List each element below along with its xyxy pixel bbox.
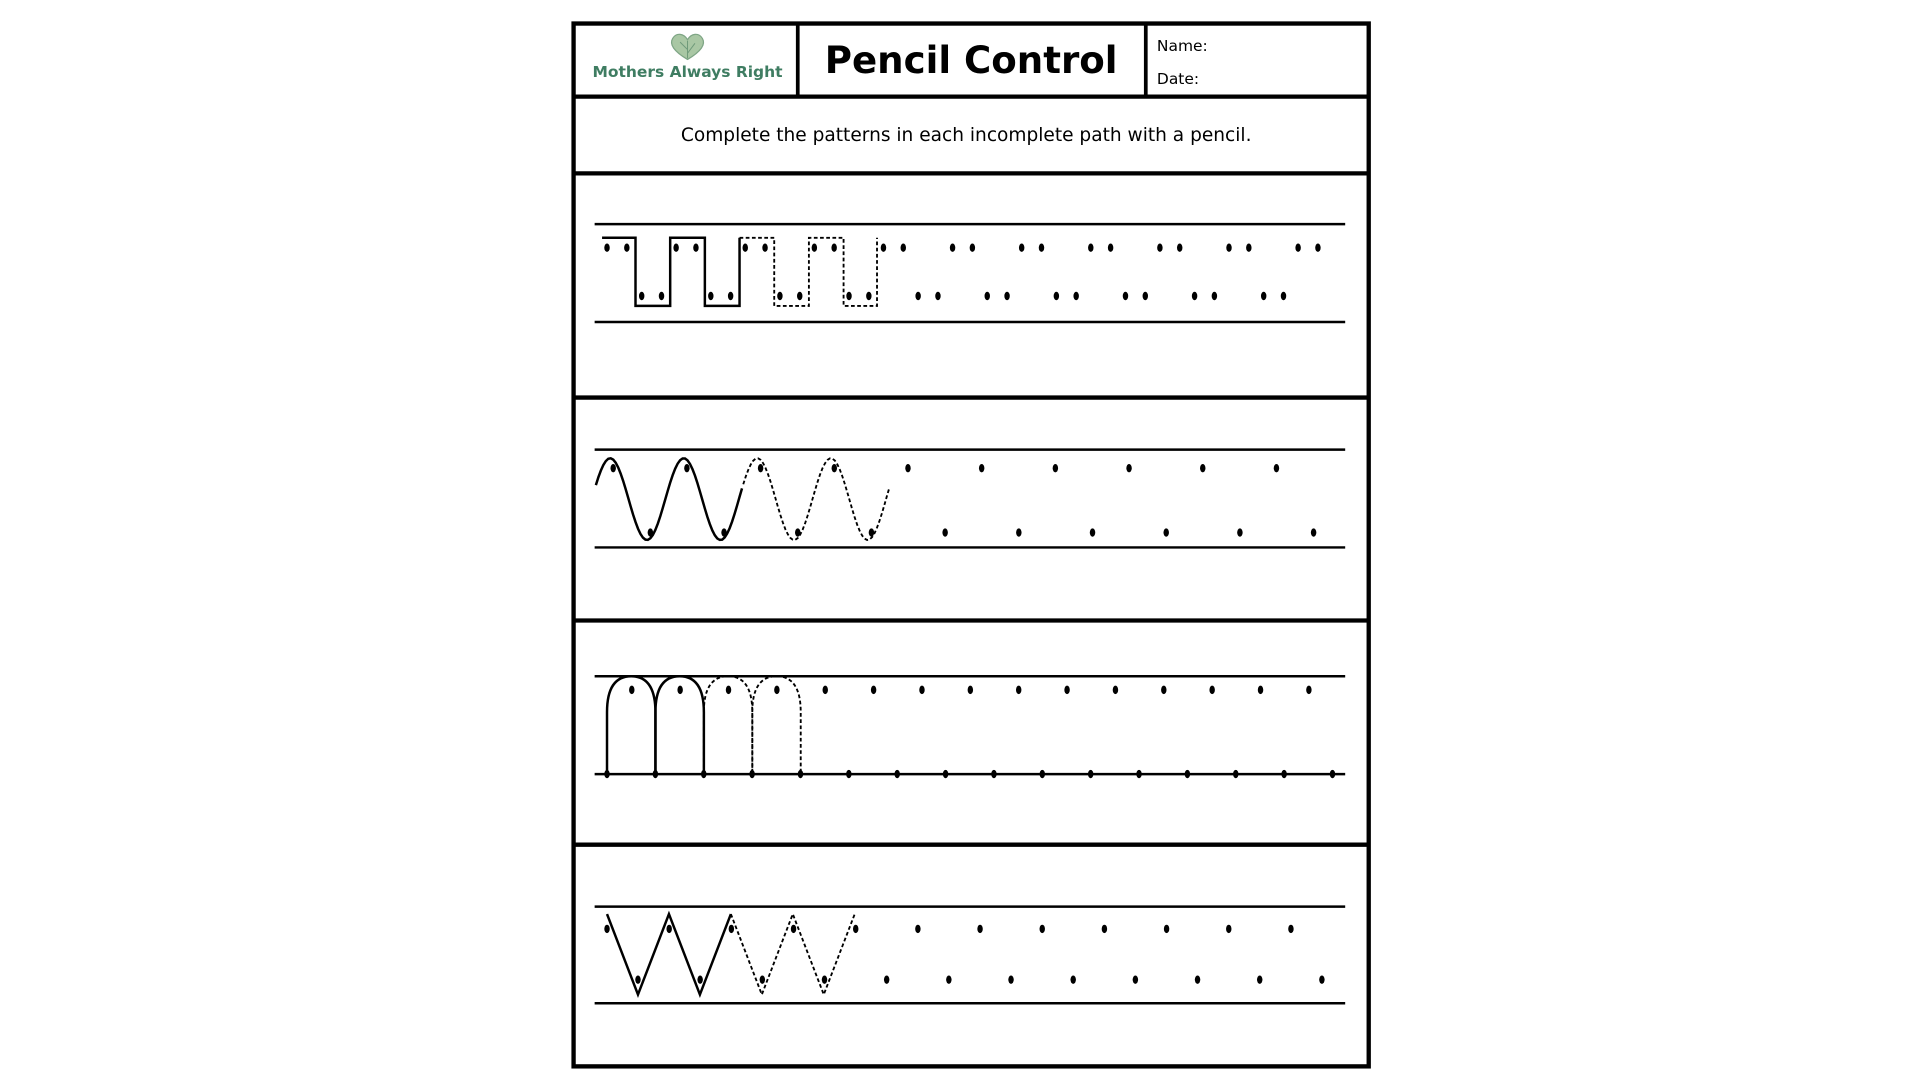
trace-dot	[1123, 292, 1128, 300]
trace-dot	[610, 464, 615, 472]
trace-dot	[1053, 464, 1058, 472]
trace-dot	[1157, 243, 1162, 251]
trace-dot	[881, 243, 886, 251]
trace-dot	[791, 925, 796, 933]
trace-dot	[1200, 464, 1205, 472]
trace-dot	[979, 464, 984, 472]
trace-dot	[1133, 975, 1138, 983]
trace-dot	[1070, 975, 1075, 983]
trace-dot	[919, 686, 924, 694]
trace-dot	[659, 292, 664, 300]
trace-dot	[1090, 528, 1095, 536]
trace-dot	[797, 292, 802, 300]
trace-dot	[743, 243, 748, 251]
trace-dot	[1039, 243, 1044, 251]
trace-dot	[935, 292, 940, 300]
trace-dot	[1261, 292, 1266, 300]
trace-dot	[1108, 243, 1113, 251]
trace-dot	[866, 292, 871, 300]
trace-dot	[1319, 975, 1324, 983]
trace-dot	[697, 975, 702, 983]
trace-dot	[729, 925, 734, 933]
trace-dot	[673, 243, 678, 251]
trace-dot	[728, 292, 733, 300]
trace-dot	[1212, 292, 1217, 300]
trace-dot	[1226, 925, 1231, 933]
trace-dot	[1237, 528, 1242, 536]
trace-dot	[726, 686, 731, 694]
trace-dot	[1161, 686, 1166, 694]
trace-dot	[915, 292, 920, 300]
trace-dot	[1177, 243, 1182, 251]
trace-dot	[635, 975, 640, 983]
trace-dot	[905, 464, 910, 472]
trace-dot	[677, 686, 682, 694]
trace-dot	[1073, 292, 1078, 300]
trace-dot	[946, 975, 951, 983]
trace-dot	[1163, 528, 1168, 536]
trace-dot	[1185, 770, 1190, 778]
trace-dot	[639, 292, 644, 300]
trace-dot	[1136, 770, 1141, 778]
trace-dot	[701, 770, 706, 778]
trace-dot	[604, 770, 609, 778]
trace-dot	[1246, 243, 1251, 251]
instructions-text: Complete the patterns in each incomplete path with a pencil.	[680, 125, 1252, 147]
trace-dot	[708, 292, 713, 300]
trace-dot	[1102, 925, 1107, 933]
trace-dot	[1281, 292, 1286, 300]
trace-dot	[846, 770, 851, 778]
trace-dot	[1088, 770, 1093, 778]
trace-dot	[1004, 292, 1009, 300]
trace-dot	[846, 292, 851, 300]
trace-dot	[950, 243, 955, 251]
trace-dot	[977, 925, 982, 933]
trace-dot	[1257, 975, 1262, 983]
trace-dot	[1064, 686, 1069, 694]
trace-dot	[884, 975, 889, 983]
trace-dot	[762, 243, 767, 251]
trace-dot	[653, 770, 658, 778]
trace-dot	[823, 686, 828, 694]
trace-dot	[1274, 464, 1279, 472]
page-title: Pencil Control	[824, 39, 1118, 83]
trace-dot	[798, 770, 803, 778]
trace-dot	[1330, 770, 1335, 778]
trace-dot	[894, 770, 899, 778]
trace-dot	[942, 528, 947, 536]
trace-dot	[1016, 528, 1021, 536]
trace-dot	[853, 925, 858, 933]
trace-dot	[777, 292, 782, 300]
trace-dot	[758, 464, 763, 472]
trace-dot	[1088, 243, 1093, 251]
trace-dot	[1288, 925, 1293, 933]
trace-dot	[871, 686, 876, 694]
trace-dot	[1040, 770, 1045, 778]
trace-dot	[629, 686, 634, 694]
trace-dot	[1008, 975, 1013, 983]
trace-dot	[666, 925, 671, 933]
trace-dot	[822, 975, 827, 983]
trace-dot	[831, 243, 836, 251]
trace-dot	[832, 464, 837, 472]
trace-dot	[721, 528, 726, 536]
trace-dot	[1019, 243, 1024, 251]
trace-dot	[624, 243, 629, 251]
trace-dot	[1226, 243, 1231, 251]
trace-dot	[1143, 292, 1148, 300]
trace-dot	[684, 464, 689, 472]
trace-dot	[604, 243, 609, 251]
trace-dot	[774, 686, 779, 694]
name-label: Name:	[1156, 36, 1208, 55]
trace-dot	[1258, 686, 1263, 694]
trace-dot	[795, 528, 800, 536]
trace-dot	[1126, 464, 1131, 472]
trace-dot	[812, 243, 817, 251]
trace-dot	[869, 528, 874, 536]
trace-dot	[1164, 925, 1169, 933]
trace-dot	[604, 925, 609, 933]
trace-dot	[648, 528, 653, 536]
trace-dot	[1192, 292, 1197, 300]
trace-dot	[901, 243, 906, 251]
trace-dot	[1195, 975, 1200, 983]
trace-dot	[693, 243, 698, 251]
trace-dot	[1113, 686, 1118, 694]
date-label: Date:	[1156, 70, 1200, 89]
trace-dot	[1281, 770, 1286, 778]
trace-dot	[970, 243, 975, 251]
trace-dot	[1233, 770, 1238, 778]
trace-dot	[1295, 243, 1300, 251]
trace-dot	[1040, 925, 1045, 933]
trace-dot	[1311, 528, 1316, 536]
trace-dot	[915, 925, 920, 933]
trace-dot	[991, 770, 996, 778]
logo-text: Mothers Always Right	[592, 62, 783, 81]
trace-dot	[943, 770, 948, 778]
trace-dot	[1016, 686, 1021, 694]
trace-dot	[1315, 243, 1320, 251]
trace-dot	[749, 770, 754, 778]
trace-dot	[968, 686, 973, 694]
trace-dot	[1306, 686, 1311, 694]
trace-dot	[1209, 686, 1214, 694]
trace-dot	[760, 975, 765, 983]
trace-dot	[985, 292, 990, 300]
trace-dot	[1054, 292, 1059, 300]
